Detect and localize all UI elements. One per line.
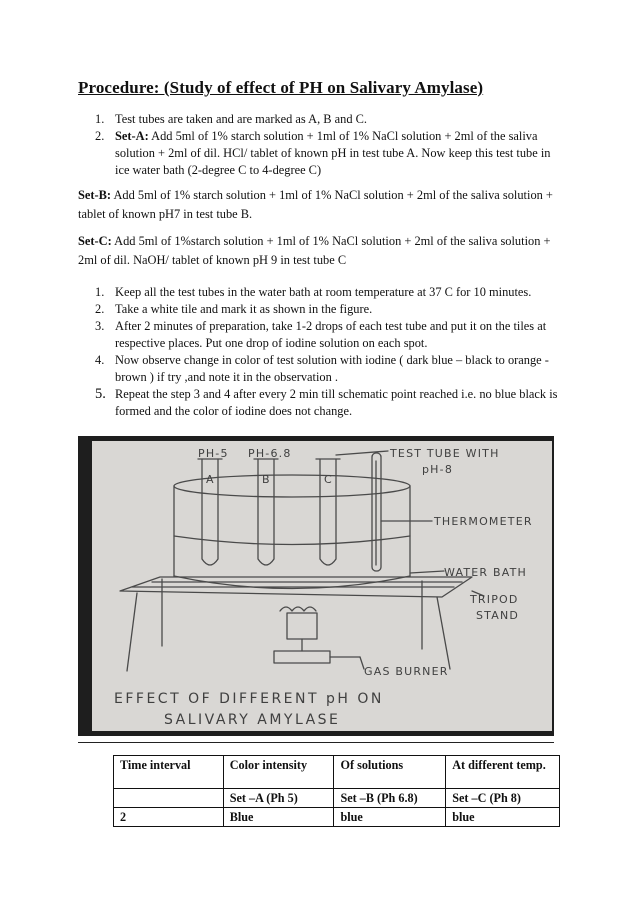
set-b-label: Set-B: [78, 188, 112, 202]
ph-a-label: PH-5 [198, 447, 229, 460]
tripod-label-line-1: TRIPOD [470, 593, 519, 606]
table-subheader-cell: Set –B (Ph 6.8) [334, 789, 446, 808]
list-text: Keep all the test tubes in the water bath at room temperature at 37 C for 10 minutes. [115, 285, 532, 299]
list-number: 3. [95, 319, 105, 333]
table-cell: blue [446, 808, 560, 827]
table-subheader-row [114, 789, 560, 808]
list-item [95, 284, 559, 301]
page-title: Procedure: (Study of effect of PH on Salivary Amylase) [78, 78, 484, 97]
test-tube-label-line-2: pH-8 [422, 463, 454, 476]
table-subheader-cell: Set –C (Ph 8) [446, 789, 560, 808]
procedure-list-1 [95, 111, 559, 179]
list-item [95, 352, 559, 386]
list-text: Repeat the step 3 and 4 after every 2 min till schematic point reached i.e. no blue black is formed and the color of iodine does not change. [115, 387, 558, 418]
list-item [95, 318, 559, 352]
list-item [95, 128, 559, 179]
figure-caption-line-2: SALIVARY AMYLASE [164, 712, 341, 728]
gas-burner-label: GAS BURNER [364, 665, 449, 678]
table-subheader-cell: Set –A (Ph 5) [223, 789, 334, 808]
list-item [95, 386, 559, 420]
set-b-paragraph [78, 186, 566, 224]
tripod-stand-sketch [120, 577, 472, 671]
tube-a-label: A [206, 473, 215, 486]
list-number: 4. [95, 353, 105, 367]
table-header-row [114, 756, 560, 789]
apparatus-figure [78, 436, 554, 736]
tube-c-label: C [324, 473, 333, 486]
thermometer-sketch [372, 453, 381, 571]
table-header-cell: Time interval [114, 756, 224, 789]
ph-b-label: PH-6.8 [248, 447, 292, 460]
list-text: After 2 minutes of preparation, take 1-2 drops of each test tube and put it on the tiles at respective places. Put one drop of iodine solution on each spot. [115, 319, 547, 350]
thermometer-label: THERMOMETER [434, 515, 533, 528]
table-cell: blue [334, 808, 446, 827]
procedure-list-2 [95, 284, 559, 420]
list-text: Now observe change in color of test solution with iodine ( dark blue – black to orange - brown ) if try ,and note it in the observation . [115, 353, 549, 384]
apparatus-sketch [92, 441, 552, 731]
list-item [95, 111, 559, 128]
list-number: 2. [95, 302, 105, 316]
table-cell: 2 [114, 808, 224, 827]
table-header-cell: Of solutions [334, 756, 446, 789]
set-b-text: Add 5ml of 1% starch solution + 1ml of 1% NaCl solution + 2ml of the saliva solution + tablet of known pH7 in test tube B. [78, 188, 553, 221]
list-text: Test tubes are taken and are marked as A, B and C. [115, 112, 368, 126]
list-number: 2. [95, 129, 105, 143]
tripod-label-line-2: STAND [476, 609, 520, 622]
horizontal-rule [78, 742, 554, 743]
list-number: 5. [95, 386, 106, 402]
table-cell: Blue [223, 808, 334, 827]
set-c-label: Set-C: [78, 234, 112, 248]
list-number: 1. [95, 285, 105, 299]
water-bath-sketch [174, 475, 410, 589]
figure-caption-line-1: EFFECT OF DIFFERENT pH ON [114, 691, 384, 707]
set-a-text: Add 5ml of 1% starch solution + 1ml of 1% NaCl solution + 2ml of the saliva solution + 2ml of dil. HCl/ tablet of known pH in test tube A. Now keep this test tube in ice water bath (2-degree C to 4-degree C) [115, 129, 551, 177]
set-c-paragraph [78, 232, 566, 270]
table-row [114, 808, 560, 827]
set-c-text: Add 5ml of 1%starch solution + 1ml of 1% NaCl solution + 2ml of the saliva solution + 2ml of dil. NaOH/ tablet of known pH 9 in test tube C [78, 234, 551, 267]
set-a-label: Set-A: [115, 129, 149, 143]
water-bath-label: WATER BATH [444, 566, 527, 579]
list-item [95, 301, 559, 318]
table-subheader-cell [114, 789, 224, 808]
observation-table [113, 755, 560, 827]
table-header-cell: Color intensity [223, 756, 334, 789]
gas-burner-sketch [274, 607, 360, 663]
list-text [115, 128, 559, 179]
table-header-cell: At different temp. [446, 756, 560, 789]
tube-b-label: B [262, 473, 271, 486]
list-text: Take a white tile and mark it as shown in the figure. [115, 302, 373, 316]
list-number: 1. [95, 112, 105, 126]
test-tube-label-line-1: TEST TUBE WITH [390, 447, 500, 460]
